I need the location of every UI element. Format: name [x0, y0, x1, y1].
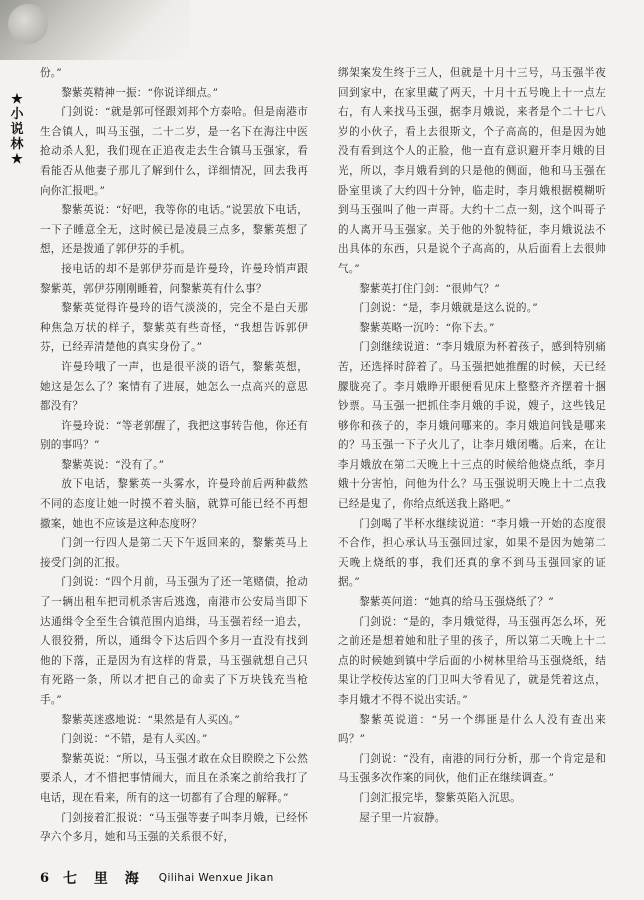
paragraph: 屋子里一片寂静。 — [359, 811, 446, 824]
paragraph: 绑架案发生终于三人，但就是十月十三号，马玉强半夜回到家中，在家里藏了两天，十月十五号晚上十一点左右，有人来找马玉强，据李月娥说，来者是个二十七八岁的小伙子，看上去很斯文，个子高高的，但是因为她没有看到这个人的正脸，他一直有意识避开李月娥的目光，所以，李月娥看到的只是他的侧面，他和马玉强在卧室里谈了大约四十分钟，临走时，李月娥根据模糊听到马玉强叫了他一声哥。大约十二点一刻，这个叫哥子的人离开马玉强家。关于他的外貌特征，李月娥说法不出具体的东西，只是说个子高高的，从后面看上去很帅气。” — [338, 67, 606, 275]
paragraph: 门剑汇报完毕，黎紫英陷入沉思。 — [359, 791, 522, 804]
page-footer — [40, 868, 624, 888]
paragraph: 门剑说：“是的，李月娥觉得，马玉强再怎么坏，死之前还是想着她和肚子里的孩子，所以第二天晚上十二点的时候她到镇中学后面的小树林里给马玉强烧纸，结果让学校传达室的门卫叫大爷看见了，就是凭着这点，李月娥才不得不说出实话。” — [338, 615, 606, 706]
paragraph: 黎紫英打住门剑：“很帅气？” — [359, 282, 500, 295]
section-label — [8, 92, 26, 167]
paragraph: 黎紫英精神一振：“你说详细点。” — [61, 86, 219, 99]
paragraph: 黎紫英说：“好吧，我等你的电话。”说罢放下电话，一下子睡意全无，这时候已是凌晨三点多，黎紫英想了想，还是拨通了郭伊芬的手机。 — [40, 204, 308, 256]
left-text-column — [40, 64, 308, 848]
paragraph: 黎紫英说：“没有了。” — [61, 458, 165, 471]
paragraph: 份。” — [40, 67, 62, 79]
paragraph: 黎紫英略一沉吟：“你下去。” — [359, 321, 495, 334]
section-label-char: 小 — [10, 107, 24, 122]
section-label-char: ★ — [11, 152, 23, 167]
header-corner-decoration — [0, 0, 190, 60]
paragraph: 门剑继续说道：“李月娥原为杯着孩子，感到特别痛苦，还选择时辞着了。马玉强把她推醒的时候，天已经朦胧亮了。李月娥睁开眼便看见床上整整齐齐摆着十捆钞票。马玉强一把抓住李月娥的手说，嫂子，这些钱足够你和孩子的，李月娥问哪来的。李月娥追问钱是哪来的？马玉强一下子火儿了，让李月娥闭嘴。后来，在让李月娥放在第二天晚上十三点的时候给他烧点纸，李月娥十分害怕，问他为什么？马玉强说明天晚上十二点我已经是鬼了，你给点纸送我上路吧。” — [338, 341, 606, 511]
paragraph: 黎紫英说：“所以，马玉强才敢在众目睽睽之下公然要杀人，才不惜把事情闹大，而且在杀案之前给我打了电话，现在看来，所有的这一切都有了合理的解释。” — [40, 752, 308, 804]
paragraph: 接电话的却不是郭伊芬而是许曼玲，许曼玲悄声跟黎紫英，郭伊芬刚刚睡着，问黎紫英有什么事？ — [40, 262, 308, 295]
paragraph: 许曼玲哦了一声，也是很平淡的语气，黎紫英想，她这是怎么了？案情有了进展，她怎么一点高兴的意思都没有？ — [40, 360, 308, 413]
paragraph: 黎紫英说道：“另一个绑匪是什么人没有查出来吗？” — [338, 713, 606, 746]
section-label-char: 说 — [10, 122, 24, 137]
magazine-title: 七 里 海 — [63, 871, 145, 887]
page-number: 6 — [40, 870, 50, 886]
section-label-char: 林 — [10, 137, 24, 152]
paragraph: 门剑接着汇报说：“马玉强等妻子叫李月娥，已经怀孕六个多月，她和马玉强的关系很不好， — [40, 811, 308, 844]
paragraph: 门剑说：“是，李月娥就是这么说的。” — [359, 302, 538, 315]
paragraph: 门剑说：“就是郭可怪跟刘邦个方泰哈。但是南港市生合镇人，叫马玉强，二十二岁，是一名下在海注中医抢动杀人犯，我们现在正追夜走去生合镇马玉强家，看看能否从他妻子那儿了解到什么，详细情况，回去我再向你汇报吧。” — [40, 106, 308, 197]
paragraph: 门剑说：“四个月前，马玉强为了还一笔赌债，抢动了一辆出租车把司机杀害后逃逸，南港市公安局当即下达通缉令全至生合镇范围内追缉，马玉强若经一追去，人很狡猾，所以，通缉令下达后四个多月一直没有找到他的下落，正是因为有这样的背景，马玉强就想自己只有死路一条，所以才把自己的命卖了下万块钱充当枪手。” — [40, 576, 308, 706]
right-text-column — [338, 64, 606, 828]
paragraph: 门剑说：“不错，是有人买凶。” — [61, 733, 208, 746]
paragraph: 门剑一行四人是第二天下午返回来的，黎紫英马上接受门剑的汇报。 — [40, 537, 308, 569]
paragraph: 放下电话，黎紫英一头雾水，许曼玲前后两种截然不同的态度让她一时摸不着头脑，就算可能已经不再想撤案，她也不应该是这种态度呀？ — [40, 478, 308, 530]
seal-emblem-icon — [8, 4, 48, 44]
paragraph: 黎紫英问道：“她真的给马玉强烧纸了？” — [359, 596, 554, 609]
paragraph: 黎紫英迷惑地说：“果然是有人买凶。” — [61, 713, 240, 726]
paragraph: 黎紫英觉得许曼玲的语气淡淡的，完全不是白天那种焦急万状的样子，黎紫英有些奇怪，“我想告诉郭伊芬，已经弄清楚他的真实身份了。” — [40, 302, 308, 354]
paragraph: 许曼玲说：“等老郭醒了，我把这事转告他，你还有别的事吗？” — [40, 419, 308, 452]
paragraph: 门剑喝了半杯水继续说道：“李月娥一开始的态度很不合作，担心承认马玉强回过家，如果不是因为她第二天晚上烧纸的事，我们还真的拿不到马玉强回家的证据。” — [338, 517, 606, 589]
section-label-char: ★ — [11, 92, 23, 107]
paragraph: 门剑说：“没有，南港的同行分析，那一个肯定是和马玉强多次作案的同伙，他们正在继续调查。” — [338, 752, 606, 785]
magazine-title-english: Qilihai Wenxue Jikan — [158, 872, 274, 884]
